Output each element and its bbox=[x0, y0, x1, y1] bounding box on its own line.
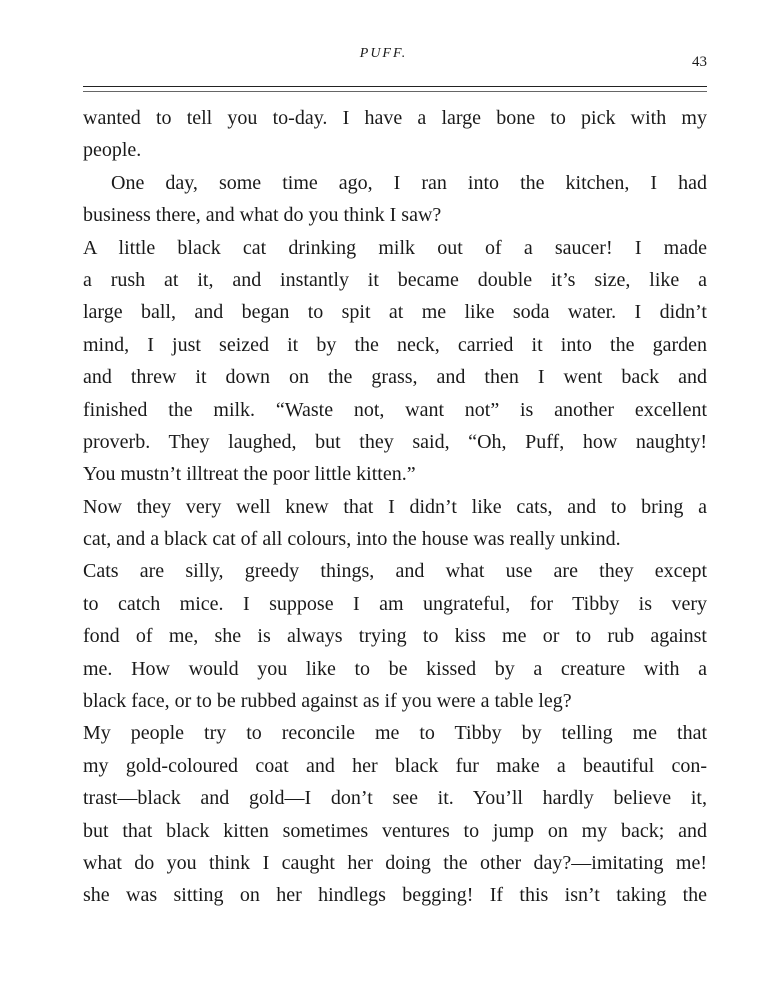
text-line: trast—black and gold—I don’t see it. You’ll hardly believe it, bbox=[83, 787, 707, 810]
text-line: black face, or to be rubbed against as if you were a table leg? bbox=[83, 690, 572, 713]
text-line: my gold-coloured coat and her black fur make a beautiful con- bbox=[83, 754, 707, 777]
text-line: and threw it down on the grass, and then I went back and bbox=[83, 366, 707, 389]
text-line: large ball, and began to spit at me like soda water. I didn’t bbox=[83, 301, 707, 324]
text-line: people. bbox=[83, 139, 142, 162]
text-line: a rush at it, and instantly it became double it’s size, like a bbox=[83, 268, 707, 291]
text-line: but that black kitten sometimes ventures to jump on my back; and bbox=[83, 819, 707, 842]
text-line: wanted to tell you to-day. I have a large bone to pick with my bbox=[83, 107, 707, 129]
header-rule bbox=[83, 86, 707, 87]
text-line: she was sitting on her hindlegs begging! If this isn’t taking the bbox=[83, 884, 707, 907]
text-line: cat, and a black cat of all colours, into the house was really unkind. bbox=[83, 528, 621, 551]
text-line: mind, I just seized it by the neck, carried it into the garden bbox=[83, 333, 707, 356]
text-line: You mustn’t illtreat the poor little kitten.” bbox=[83, 463, 416, 486]
body-text bbox=[83, 102, 707, 912]
header-rule-thin bbox=[83, 91, 707, 92]
text-line: me. How would you like to be kissed by a creature with a bbox=[83, 657, 707, 680]
text-line: what do you think I caught her doing the other day?—imitating me! bbox=[83, 851, 707, 874]
text-line: A little black cat drinking milk out of a saucer! I made bbox=[83, 236, 707, 259]
text-line: fond of me, she is always trying to kiss me or to rub against bbox=[83, 625, 707, 648]
text-line: Cats are silly, greedy things, and what use are they except bbox=[83, 560, 707, 583]
text-line: One day, some time ago, I ran into the kitchen, I had bbox=[111, 171, 707, 194]
text-line: Now they very well knew that I didn’t like cats, and to bring a bbox=[83, 495, 707, 518]
running-title: PUFF. bbox=[359, 46, 408, 61]
text-line: business there, and what do you think I saw? bbox=[83, 204, 442, 227]
text-line: to catch mice. I suppose I am ungrateful, for Tibby is very bbox=[83, 592, 707, 615]
text-line: finished the milk. “Waste not, want not” is another excellent bbox=[83, 398, 707, 421]
page-number: 43 bbox=[692, 54, 707, 70]
running-head bbox=[0, 46, 767, 76]
text-line: proverb. They laughed, but they said, “Oh, Puff, how naughty! bbox=[83, 430, 707, 453]
text-line: My people try to reconcile me to Tibby by telling me that bbox=[83, 722, 707, 745]
